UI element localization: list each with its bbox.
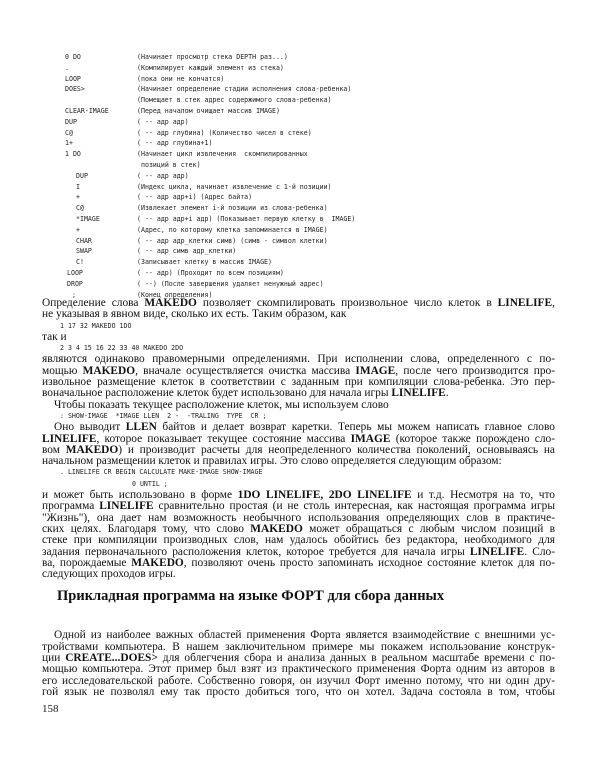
text-segment: ва, порождаемые xyxy=(42,556,132,569)
forth-word: SWAP xyxy=(76,247,92,256)
code-line xyxy=(0,214,600,225)
code-comment: ( -- адр) (Проходит по всем позициям) xyxy=(137,268,284,277)
bold-keyword: LINELIFE xyxy=(42,432,97,445)
text-segment: задания первоначального расположения клеток, которое требуется для начала игры xyxy=(42,545,470,558)
text-line xyxy=(42,400,555,411)
text-segment: Определение слова xyxy=(42,297,145,309)
text-segment: (которое также порождено сло- xyxy=(390,432,555,445)
text-segment: и т.д. Несмотря на то, что xyxy=(411,489,555,502)
text-segment: Оно выводит xyxy=(54,421,126,434)
code-comment: (Индекс цикла, начинает извлечение с 1-й позиции) xyxy=(137,182,332,191)
code-line xyxy=(0,257,600,268)
code-line xyxy=(0,106,600,117)
text-segment: , xyxy=(552,297,555,309)
bold-keyword: IMAGE xyxy=(355,364,396,377)
text-segment: мощью компьютера. Этот пример был взят из практического применения Форта одним из авторов в xyxy=(42,663,555,676)
code-comment: (Компилирует каждый элемент из стека) xyxy=(137,63,284,72)
text-segment: ских целях. Благодаря тому, что слово xyxy=(42,522,251,535)
text-segment: для облегчения сбора и анализа данных в реальном масштабе времени с по- xyxy=(157,652,555,665)
code-example: 2 3 4 15 16 22 33 40 MAKEDO 2DO xyxy=(60,344,184,353)
code-line xyxy=(0,84,600,95)
bold-keyword: MAKEDO xyxy=(250,522,303,535)
code-line xyxy=(0,182,600,193)
forth-word: DOES> xyxy=(65,85,85,94)
code-comment: ( -- адр глубина) (Количество чисел в стеке) xyxy=(137,128,312,137)
text-line xyxy=(42,309,555,320)
text-segment: не указывая в явном виде, сколько их есть. Таким образом, как xyxy=(42,308,347,321)
text-line xyxy=(42,687,555,698)
code-comment: ( -- адр адр+i) (Адрес байта) xyxy=(137,193,253,202)
code-line xyxy=(0,203,600,214)
text-line xyxy=(42,456,555,467)
text-segment: гой язык не позволял ему так просто добиться того, что он хотел. Задача состояла в том, чтобы xyxy=(42,685,555,698)
text-segment: являются одинаково правомерными определениями. При исполнении слова, определенного с по- xyxy=(42,353,555,366)
text-segment: так и xyxy=(42,330,67,343)
text-segment: извольное размещение клеток в соответствии с заданным при компиляции слова-ребенка. Это пер- xyxy=(42,376,555,389)
code-comment: (Помещает в стек адрес содержимого слова-ребенка) xyxy=(137,96,332,105)
code-line xyxy=(0,192,600,203)
text-segment: байтов и делает возврат каретки. Теперь мы можем написать главное слово xyxy=(156,421,556,434)
code-comment: позиций в стек) xyxy=(141,160,201,169)
code-comment: ( -- адр симв адр_клетки) xyxy=(137,247,237,256)
text-segment: , вначале осуществляется очистка массива xyxy=(135,364,356,377)
forth-word: 1+ xyxy=(65,139,73,148)
code-line xyxy=(0,236,600,247)
text-segment: и может быть использовано в форме xyxy=(42,489,238,502)
code-line xyxy=(0,52,600,63)
forth-word: I xyxy=(76,182,80,191)
code-example: : SHOW-IMAGE *IMAGE LLEN 2 - -TRALING TYPE CR ; xyxy=(60,411,267,420)
bold-keyword: LLEN xyxy=(125,421,157,434)
code-comment: ( --) (После завершения удаляет ненужный адрес) xyxy=(137,279,324,288)
text-segment: . xyxy=(445,387,449,400)
forth-word: C@ xyxy=(65,128,73,137)
text-segment: программа xyxy=(42,500,100,513)
text-segment: мощью xyxy=(42,364,83,377)
text-segment: позволяет скомпилировать произвольное число клеток в xyxy=(196,297,498,309)
text-segment: Одной из наиболее важных областей применения Форта является взаимодействие с внешними ус- xyxy=(54,629,555,642)
code-line xyxy=(0,95,600,106)
forth-word: 1 DO xyxy=(65,150,81,159)
code-comment: ( -- адр адр_клетки симв) (симв - символ клетки) xyxy=(137,236,328,245)
forth-word: C@ xyxy=(76,204,84,213)
code-comment: (Конец определения) xyxy=(137,290,213,299)
code-line xyxy=(0,268,600,279)
code-example: . LINELIFE CR BEGIN CALCULATE MAKE-IMAGE SHOW-IMAGE xyxy=(60,468,263,477)
bold-keyword: MAKEDO xyxy=(65,443,119,456)
code-comment: (Извлекает элемент i-й позиции из слова-ребенка) xyxy=(137,204,328,213)
forth-word: 0 DO xyxy=(65,53,81,61)
forth-word: *IMAGE xyxy=(76,214,100,223)
code-line xyxy=(0,225,600,236)
forth-word: . xyxy=(65,63,69,72)
forth-word: + xyxy=(76,193,80,202)
code-comment: ( -- адр адр+i адр) (Показывает первую клетку в IMAGE) xyxy=(137,214,356,223)
code-example: 0 UNTIL ; xyxy=(132,479,168,488)
text-segment: ции xyxy=(42,652,66,665)
bold-keyword: MAKEDO xyxy=(131,556,184,569)
text-line xyxy=(42,569,555,580)
text-segment: тройствами компьютера. В нашем заключительном примере мы покажем использование конструк- xyxy=(42,640,555,653)
forth-word: CLEAR-IMAGE xyxy=(65,106,109,115)
code-line xyxy=(0,74,600,85)
code-line xyxy=(0,246,600,257)
text-segment: следующих проходов игры. xyxy=(42,568,176,581)
code-example: 1 17 32 MAKEDO 1DO xyxy=(60,321,132,330)
forth-word: DUP xyxy=(76,171,88,180)
bold-keyword: IMAGE xyxy=(350,432,391,445)
text-segment: сравнительно простая (и не столь интересная, как настоящая программа игры xyxy=(153,500,555,513)
code-comment: (пока они не кончатся) xyxy=(137,74,225,83)
code-line xyxy=(0,63,600,74)
section-heading: Прикладная программа на языке ФОРТ для сбора данных xyxy=(57,588,445,605)
code-line xyxy=(0,279,600,290)
text-segment: его исследовательской работе. Собственно говоря, он изучил Форт именно потому, что ни один дру- xyxy=(42,674,555,687)
text-segment: , после чего производится про- xyxy=(395,364,555,377)
forth-word: C! xyxy=(76,258,84,267)
forth-word: + xyxy=(76,225,80,234)
bold-keyword: 1DO LINELIFE, 2DO LINELIFE xyxy=(237,489,412,502)
forth-word: LOOP xyxy=(67,268,83,277)
text-segment: "Жизнь"), она дает нам возможность необычного использования определяющих слов в практиче- xyxy=(42,511,555,524)
text-segment: ) и производит расчеты для неопределенного количества поколений, основываясь на xyxy=(118,443,555,456)
text-segment: начальном размещении клеток и правилах игры. Это слово определяется следующим образом: xyxy=(42,455,502,468)
code-line xyxy=(0,128,600,139)
bold-keyword: MAKEDO xyxy=(82,364,136,377)
code-comment: ( -- адр адр) xyxy=(137,171,189,180)
code-line xyxy=(0,138,600,149)
forth-word: ; xyxy=(72,290,76,299)
code-comment: (Адрес, по которому клетка запоминается в IMAGE) xyxy=(137,225,328,234)
text-segment: может обращаться с любым числом позиций в xyxy=(302,522,556,535)
text-segment: . Сло- xyxy=(524,545,555,558)
text-segment: , позволяют очень просто запоминать исходное состояние клеток для по- xyxy=(183,556,556,569)
code-comment: (Начинает просмотр стека DEPTH раз...) xyxy=(137,53,288,61)
text-segment: Чтобы показать текущее расположение клеток, мы используем слово xyxy=(54,398,389,411)
forth-word: DUP xyxy=(65,117,77,126)
forth-word: CHAR xyxy=(76,236,92,245)
page-body-text xyxy=(42,298,555,698)
bold-keyword: LINELIFE xyxy=(469,545,525,558)
text-segment: , которое показывает текущее состояние массива xyxy=(96,432,351,445)
code-comment: ( -- адр глубина+1) xyxy=(137,139,213,148)
code-line xyxy=(0,160,600,171)
code-comment: (Начинает цикл извлечения скомпилированных xyxy=(137,150,308,159)
code-line xyxy=(0,117,600,128)
forth-code-listing xyxy=(0,52,600,300)
bold-keyword: LINELIFE xyxy=(497,297,553,309)
bold-keyword: LINELIFE xyxy=(391,387,446,400)
text-segment: вом xyxy=(42,443,66,456)
code-comment: ( -- адр адр) xyxy=(137,117,189,126)
bold-keyword: LINELIFE xyxy=(99,500,154,513)
text-line xyxy=(42,332,555,343)
bold-keyword: CREATE...DOES> xyxy=(65,652,158,665)
code-line xyxy=(0,171,600,182)
forth-word: DROP xyxy=(67,279,83,288)
text-segment: воначальное расположение клеток будет использовано для начала игры xyxy=(42,387,392,400)
code-comment: (Перед началом очищает массив IMAGE) xyxy=(137,106,280,115)
code-comment: (Начинает определение стадии исполнения слова-ребенка) xyxy=(137,85,352,94)
code-line xyxy=(0,149,600,160)
text-segment: стеке при компиляции производных слов, нам удалось обойтись без редактора, необходимого для xyxy=(42,534,555,547)
forth-word: LOOP xyxy=(65,74,81,83)
bold-keyword: MAKEDO xyxy=(144,297,197,309)
page-number: 158 xyxy=(42,703,59,715)
code-comment: (Записывает клетку в массив IMAGE) xyxy=(137,258,272,267)
